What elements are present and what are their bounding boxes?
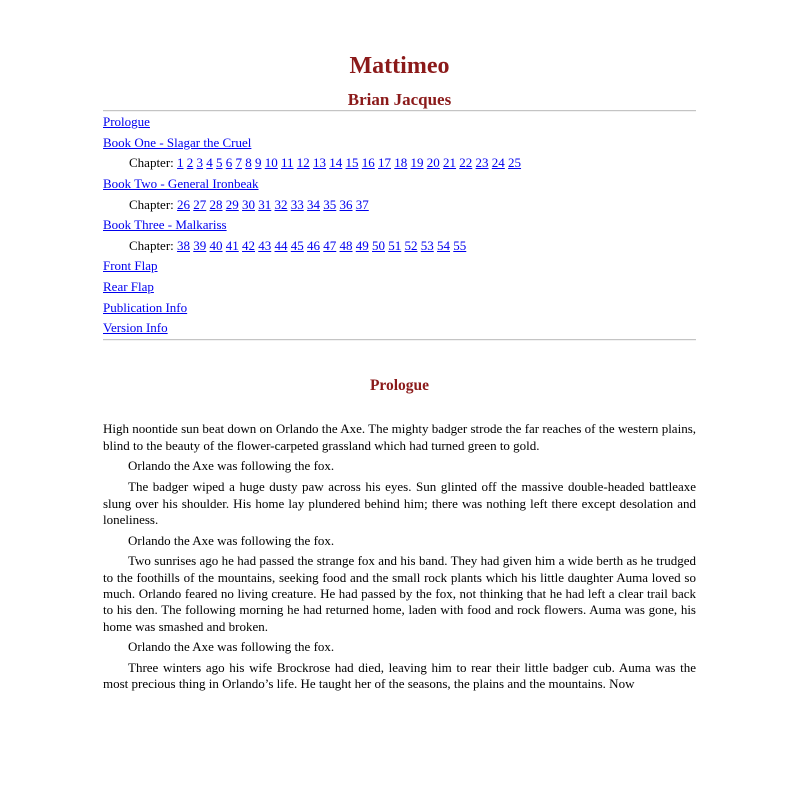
prologue-paragraph: Orlando the Axe was following the fox. — [128, 639, 335, 655]
chapter-link-46[interactable]: 46 — [307, 237, 321, 253]
chapter-link-24[interactable]: 24 — [491, 155, 505, 171]
chapter-link-4[interactable]: 4 — [206, 155, 213, 171]
toc-line — [103, 215, 696, 236]
chapter-link-29[interactable]: 29 — [225, 196, 239, 212]
chapter-link-39[interactable]: 39 — [193, 237, 207, 253]
chapter-link-22[interactable]: 22 — [459, 155, 473, 171]
chapter-link-10[interactable]: 10 — [264, 155, 278, 171]
toc-line — [103, 174, 696, 195]
toc-link-rear-flap[interactable]: Rear Flap — [103, 278, 154, 294]
chapter-link-30[interactable]: 30 — [242, 196, 256, 212]
toc-link-book-two-general-ironbeak[interactable]: Book Two - General Ironbeak — [103, 175, 259, 191]
chapter-link-17[interactable]: 17 — [378, 155, 392, 171]
chapter-link-53[interactable]: 53 — [420, 237, 434, 253]
toc-line — [103, 277, 696, 298]
ebook-page — [103, 0, 696, 693]
toc-link-publication-info[interactable]: Publication Info — [103, 299, 188, 315]
chapter-link-14[interactable]: 14 — [329, 155, 343, 171]
toc-link-front-flap[interactable]: Front Flap — [103, 258, 158, 274]
chapter-link-50[interactable]: 50 — [372, 237, 386, 253]
chapter-link-44[interactable]: 44 — [274, 237, 288, 253]
chapter-prefix-label: Chapter: — [129, 155, 178, 171]
chapter-link-19[interactable]: 19 — [410, 155, 424, 171]
book-author: Brian Jacques — [347, 89, 452, 109]
chapter-link-34[interactable]: 34 — [307, 196, 321, 212]
chapter-body — [103, 421, 696, 692]
chapter-link-2[interactable]: 2 — [186, 155, 194, 171]
chapter-link-31[interactable]: 31 — [258, 196, 272, 212]
table-of-contents — [103, 112, 696, 339]
chapter-link-13[interactable]: 13 — [313, 155, 327, 171]
toc-line — [103, 236, 696, 257]
chapter-link-43[interactable]: 43 — [258, 237, 272, 253]
chapter-link-26[interactable]: 26 — [177, 196, 191, 212]
toc-link-book-one-slagar-the-cruel[interactable]: Book One - Slagar the Cruel — [103, 134, 252, 150]
chapter-link-23[interactable]: 23 — [475, 155, 489, 171]
chapter-link-28[interactable]: 28 — [209, 196, 223, 212]
chapter-link-16[interactable]: 16 — [361, 155, 375, 171]
chapter-link-37[interactable]: 37 — [355, 196, 369, 212]
chapter-link-48[interactable]: 48 — [339, 237, 353, 253]
divider-bottom — [103, 339, 696, 341]
chapter-link-1[interactable]: 1 — [177, 155, 184, 171]
toc-line — [103, 153, 696, 174]
chapter-link-7[interactable]: 7 — [235, 155, 243, 171]
chapter-link-9[interactable]: 9 — [255, 155, 262, 171]
toc-line — [103, 133, 696, 154]
chapter-link-33[interactable]: 33 — [290, 196, 304, 212]
chapter-link-15[interactable]: 15 — [345, 155, 359, 171]
toc-link-book-three-malkariss[interactable]: Book Three - Malkariss — [103, 217, 227, 233]
chapter-link-8[interactable]: 8 — [245, 155, 252, 171]
chapter-link-55[interactable]: 55 — [453, 237, 467, 253]
chapter-link-51[interactable]: 51 — [388, 237, 402, 253]
chapter-link-54[interactable]: 54 — [437, 237, 451, 253]
chapter-link-38[interactable]: 38 — [177, 237, 191, 253]
book-title: Mattimeo — [349, 53, 450, 79]
chapter-link-32[interactable]: 32 — [274, 196, 288, 212]
toc-link-version-info[interactable]: Version Info — [103, 320, 168, 336]
chapter-link-45[interactable]: 45 — [290, 237, 304, 253]
prologue-paragraph: The badger wiped a huge dusty paw across his eyes. Sun glinted off the massive double-headed battleaxe slung over his shoulder. His home lay plundered behind him; there was nothing left there except desolation and loneliness. — [103, 479, 696, 527]
prologue-paragraph: High noontide sun beat down on Orlando the Axe. The mighty badger strode the far reaches of the western plains, blind to the beauty of the flower-carpeted grassland which had turned green to gold. — [103, 421, 696, 453]
toc-link-prologue[interactable]: Prologue — [103, 114, 150, 130]
chapter-link-49[interactable]: 49 — [355, 237, 369, 253]
prologue-paragraph: Orlando the Axe was following the fox. — [128, 458, 335, 474]
chapter-link-40[interactable]: 40 — [209, 237, 223, 253]
chapter-prefix-label: Chapter: — [129, 237, 178, 253]
chapter-link-36[interactable]: 36 — [339, 196, 353, 212]
chapter-link-12[interactable]: 12 — [296, 155, 310, 171]
chapter-link-18[interactable]: 18 — [394, 155, 408, 171]
toc-line — [103, 318, 696, 339]
chapter-link-35[interactable]: 35 — [323, 196, 337, 212]
chapter-heading: Prologue — [369, 376, 430, 394]
chapter-link-41[interactable]: 41 — [225, 237, 239, 253]
toc-line — [103, 112, 696, 133]
chapter-link-3[interactable]: 3 — [196, 155, 204, 171]
chapter-link-21[interactable]: 21 — [443, 155, 457, 171]
toc-line — [103, 298, 696, 319]
prologue-paragraph: Three winters ago his wife Brockrose had died, leaving him to rear their little badger cub. Auma was the most precious thing in Orlando’s life. He taught her of the seasons, the plains and the mountains. Now — [103, 660, 696, 692]
chapter-link-6[interactable]: 6 — [225, 155, 233, 171]
chapter-link-25[interactable]: 25 — [508, 155, 522, 171]
chapter-link-20[interactable]: 20 — [426, 155, 440, 171]
chapter-link-5[interactable]: 5 — [216, 155, 223, 171]
chapter-link-11[interactable]: 11 — [281, 155, 294, 171]
prologue-paragraph: Two sunrises ago he had passed the strange fox and his band. They had given him a wide berth as he trudged to the foothills of the mountains, seeking food and the small rock plants which his little daughter Auma loved so much. Orlando feared no living creature. He had passed by the fox, not thinking that he had left a clear trail back to his den. The following morning he had returned home, laden with food and rock flowers. Auma was gone, his home was smashed and broken. — [103, 553, 696, 634]
chapter-link-52[interactable]: 52 — [404, 237, 418, 253]
toc-line — [103, 195, 696, 216]
chapter-link-27[interactable]: 27 — [193, 196, 207, 212]
toc-line — [103, 256, 696, 277]
prologue-paragraph: Orlando the Axe was following the fox. — [128, 532, 335, 548]
chapter-prefix-label: Chapter: — [129, 196, 178, 212]
chapter-link-47[interactable]: 47 — [323, 237, 337, 253]
chapter-link-42[interactable]: 42 — [242, 237, 256, 253]
